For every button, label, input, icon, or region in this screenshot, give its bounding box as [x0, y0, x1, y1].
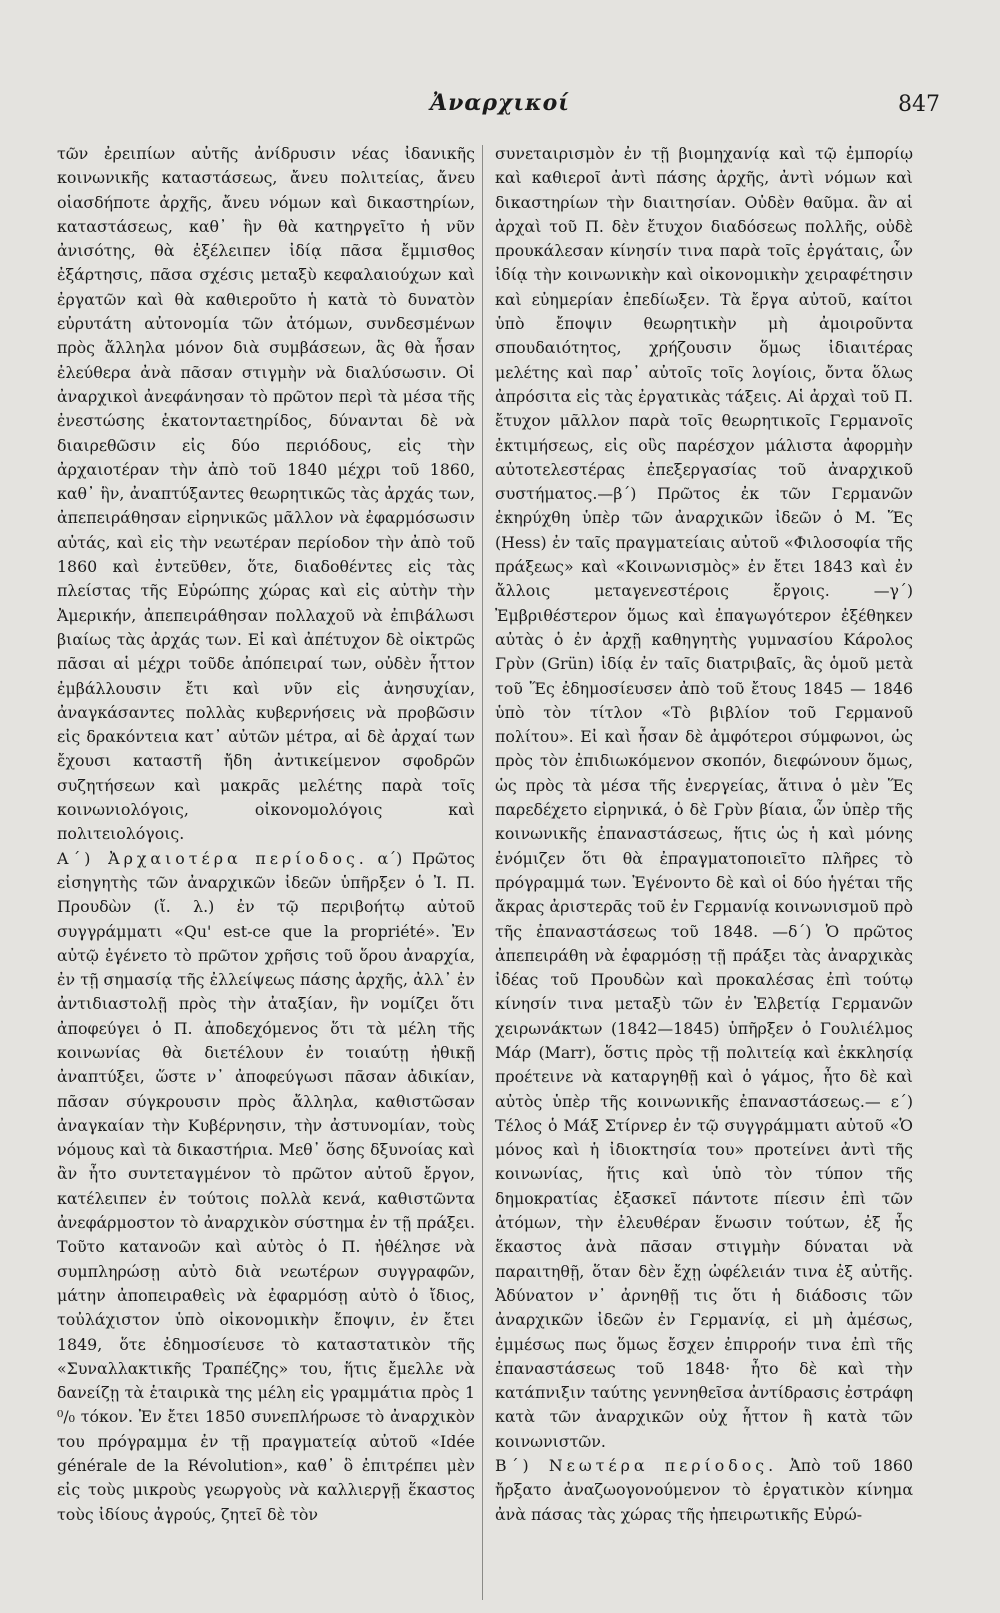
running-title: Ἀναρχικοί	[430, 90, 570, 116]
section-heading-newer-period: Β΄) Νεωτέρα περίοδος.	[495, 1456, 778, 1476]
left-paragraph-2	[57, 847, 475, 1527]
right-paragraph-1: συνεταιρισμὸν ἐν τῇ βιομηχανίᾳ καὶ τῷ ἐμπορίῳ καὶ καθιεροῖ ἀντὶ πάσης ἀρχῆς, ἀντὶ νόμων καὶ δικαστηρίων τὴν διαιτησίαν. Οὐδὲν θαῦμα. ἂν αἱ ἀρχαὶ τοῦ Π. δὲν ἔτυχον διαδόσεως πολλῆς, οὐδὲ προυκάλεσαν κίνησίν τινα παρὰ τοῖς ἐργάταις, ὧν ἰδίᾳ τὴν κοινωνικὴν καὶ οἰκονομικὴν χειραφέτησιν καὶ εὐημερίαν ἐπεδίωξεν. Τὰ ἔργα αὐτοῦ, καίτοι ὑπὸ ἔποψιν θεωρητικὴν μὴ ἀμοιροῦντα σπουδαιότητος, χρήζουσιν ὅμως ἰδιαιτέρας μελέτης καὶ παρ᾽ αὐτοῖς τοῖς λογίοις, ὄντα ὅλως ἀπρόσιτα εἰς τὰς ἐργατικὰς τάξεις. Αἱ ἀρχαὶ τοῦ Π. ἔτυχον μᾶλλον παρὰ τοῖς θεωρητικοῖς Γερμανοῖς ἐκτιμήσεως, εἰς οὓς παρέσχον μάλιστα ἀφορμὴν αὐτοτελεστέρας ἐπεξεργασίας τοῦ ἀναρχικοῦ συστήματος.—β΄) Πρῶτος ἐκ τῶν Γερμανῶν ἐκηρύχθη ὑπὲρ τῶν ἀναρχικῶν ἰδεῶν ὁ Μ. Ἕς (Hess) ἐν ταῖς πραγματείαις αὐτοῦ «Φιλοσοφία τῆς πράξεως» καὶ «Κοινωνισμὸς» ἐν ἔτει 1843 καὶ ἐν ἄλλοις μεταγενεστέροις ἔργοις. —γ΄) Ἐμβριθέστερον ὅμως καὶ ἐπαγωγότερον ἐξέθηκεν αὐτὰς ὁ ἐν ἀρχῇ καθηγητὴς γυμνασίου Κάρολος Γρὺν (Grün) ἰδίᾳ ἐν ταῖς διατριβαῖς, ἃς ὁμοῦ μετὰ τοῦ Ἕς ἐδημοσίευσεν ἀπὸ τοῦ ἔτους 1845 — 1846 ὑπὸ τὸν τίτλον «Τὸ βιβλίον τοῦ Γερμανοῦ πολίτου». Εἰ καὶ ἦσαν δὲ ἀμφότεροι σύμφωνοι, ὡς πρὸς τὸν ἐπιδιωκόμενον σκοπόν, διεφώνουν ὅμως, ὡς πρὸς τὰ μέσα τῆς ἐνεργείας, ἅτινα ὁ μὲν Ἕς παρεδέχετο εἰρηνικά, ὁ δὲ Γρὺν βίαια, ὧν ὑπὲρ τῆς κοινωνικῆς ἐπαναστάσεως, ἥτις ὡς ἡ καὶ μόνης ἐνόμιζεν ὅτι θὰ ἐπραγματοποιεῖτο πλῆρες τὸ πρόγραμμά των. Ἐγένοντο δὲ καὶ οἱ δύο ἡγέται τῆς ἄκρας ἀριστερᾶς τοῦ ἐν Γερμανίᾳ κοινωνισμοῦ πρὸ τῆς ἐπαναστάσεως τοῦ 1848. —δ΄) Ὁ πρῶτος ἀπεπειράθη νὰ ἐφαρμόσῃ τῇ πράξει τὰς ἀναρχικὰς ἰδέας τοῦ Προυδὼν καὶ προκαλέσας ἐπὶ τούτῳ κίνησίν τινα μεταξὺ τῶν ἐν Ἑλβετίᾳ Γερμανῶν χειρωνάκτων (1842—1845) ὑπῆρξεν ὁ Γουλιέλμος Μάρ (Marr), ὅστις πρὸς τῇ πολιτείᾳ καὶ ἐκκλησίᾳ προέτεινε νὰ καταργηθῇ καὶ ὁ γάμος, ἦτο δὲ καὶ αὐτὸς ὑπὲρ τῆς κοινωνικῆς ἐπαναστάσεως.— ε΄) Τέλος ὁ Μάξ Στίρνερ ἐν τῷ συγγράμματι αὐτοῦ «Ὁ μόνος καὶ ἡ ἰδιοκτησία του» προτείνει ἀντὶ τῆς κοινωνίας, ἥτις καὶ ὑπὸ τὸν τύπον τῆς δημοκρατίας ἐξασκεῖ πάντοτε πίεσιν ἐπὶ τῶν ἀτόμων, τὴν ἐλευθέραν ἕνωσιν τούτων, ἐξ ἧς ἕκαστος ἀνὰ πᾶσαν στιγμὴν δύναται νὰ παραιτηθῇ, ὅταν δὲν ἔχῃ ὠφέλειάν τινα ἐξ αὐτῆς. Ἀδύνατον ν᾽ ἀρνηθῇ τις ὅτι ἡ διάδοσις τῶν ἀναρχικῶν ἰδεῶν ἐν Γερμανίᾳ, εἰ μὴ ἀμέσως, ἐμμέσως πως ὅμως ἔσχεν ἐπιρροήν τινα ἐπὶ τῆς ἐπαναστάσεως τοῦ 1848· ἦτο δὲ καὶ τὴν κατάπνιξιν ταύτης γεννηθεῖσα ἀντίδρασις ἐστράφη κατὰ τῶν ἀναρχικῶν οὐχ ἧττον ἢ κατὰ τῶν κοινωνιστῶν.	[495, 144, 913, 1451]
right-paragraph-2-text: Ἀπὸ τοῦ 1860 ἤρξατο ἀναζωογονούμενον τὸ ἐργατικὸν κίνημα ἀνὰ πάσας τὰς χώρας τῆς ἠπειρωτικῆς Εὐρώ-	[495, 1456, 913, 1524]
left-column	[57, 142, 475, 1527]
column-divider	[482, 145, 483, 1600]
left-paragraph-2-text: α΄) Πρῶτος εἰσηγητὴς τῶν ἀναρχικῶν ἰδεῶν ὑπῆρξεν ὁ Ἰ. Π. Προυδὼν (ἴ. λ.) ἐν τῷ περιβοήτῳ αὐτοῦ συγγράμματι «Qu' est-ce que la propriété». Ἐν αὐτῷ ἐγένετο τὸ πρῶτον χρῆσις τοῦ ὅρου ἀναρχία, ἐν τῇ σημασίᾳ τῆς ἐλλείψεως πάσης ἀρχῆς, ἀλλ᾽ ἐν ἀντιδιαστολῇ πρὸς τὴν ἀταξίαν, ἣν νομίζει ὅτι ἀποφεύγει ὁ Π. ἀποδεχόμενος ὅτι τὰ μέλη τῆς κοινωνίας θὰ διετέλουν ἐν τοιαύτῃ ἠθικῇ ἀναπτύξει, ὥστε ν᾽ ἀποφεύγωσι πᾶσαν ἀδικίαν, πᾶσαν σύγκρουσιν πρὸς ἄλληλα, καθιστῶσαν ἀναγκαίαν τὴν Κυβέρνησιν, τὴν ἀστυνομίαν, τοὺς νόμους καὶ τὰ δικαστήρια. Μεθ᾽ ὅσης δξυνοίας καὶ ἂν ἦτο συντεταγμένον τὸ πρῶτον αὐτοῦ ἔργον, κατέλειπεν ἐν τούτοις πολλὰ κενά, καθιστῶντα ἀνεφάρμοστον τὸ ἀναρχικὸν σύστημα ἐν τῇ πράξει. Τοῦτο κατανοῶν καὶ αὐτὸς ὁ Π. ἠθέλησε νὰ συμπληρώσῃ αὐτὸ διὰ νεωτέρων συγγραφῶν, μάτην ἀποπειραθεὶς νὰ ἐφαρμόσῃ αὐτὸ ὁ ἴδιος, τοὐλάχιστον ὑπὸ οἰκονομικὴν ἔποψιν, ἐν ἔτει 1849, ὅτε ἐδημοσίευσε τὸ καταστατικὸν τῆς «Συναλλακτικῆς Τραπέζης» του, ἥτις ἔμελλε νὰ δανείζῃ τὰ ἑταιρικὰ της μέλη εἰς γραμμάτια πρὸς 1 ⁰/₀ τόκον. Ἐν ἔτει 1850 συνεπλήρωσε τὸ ἀναρχικὸν του πρόγραμμα ἐν τῇ πραγματείᾳ αὐτοῦ «Idée générale de la Révolution», καθ᾽ ὃ ἐπιτρέπει μὲν εἰς τοὺς μικροὺς γεωργοὺς νὰ καλλιεργῇ ἕκαστος τοὺς ἰδίους ἀγρούς, ζητεῖ δὲ τὸν	[57, 848, 475, 1524]
right-paragraph-2	[495, 1454, 913, 1527]
page-number: 847	[898, 92, 940, 117]
left-paragraph-1: τῶν ἐρειπίων αὐτῆς ἀνίδρυσιν νέας ἰδανικῆς κοινωνικῆς καταστάσεως, ἄνευ πολιτείας, ἄνευ οἱασδήποτε ἀρχῆς, ἄνευ νόμων καὶ δικαστηρίων, καταστάσεως, καθ᾽ ἣν θὰ κατηργεῖτο ἡ νῦν ἀνισότης, θὰ ἐξέλειπεν ἰδίᾳ πᾶσα ἔμμισθος ἐξάρτησις, πᾶσα σχέσις μεταξὺ κεφαλαιούχων καὶ ἐργατῶν καὶ θὰ καθιεροῦτο ἡ κατὰ τὸ δυνατὸν εὐρυτάτη αὐτονομία τῶν ἀτόμων, συνδεσμένων πρὸς ἄλληλα μόνον διὰ συμβάσεων, ἃς θὰ ἦσαν ἐλεύθερα ἀνὰ πᾶσαν στιγμὴν νὰ διαλύσωσιν. Οἱ ἀναρχικοὶ ἀνεφάνησαν τὸ πρῶτον περὶ τὰ μέσα τῆς ἐνεστώσης ἑκατονταετηρίδος, δύνανται δὲ νὰ διαιρεθῶσιν εἰς δύο περιόδους, εἰς τὴν ἀρχαιοτέραν τὴν ἀπὸ τοῦ 1840 μέχρι τοῦ 1860, καθ᾽ ἣν, ἀναπτύξαντες θεωρητικῶς τὰς ἀρχάς των, ἀπεπειράθησαν εἰρηνικῶς μᾶλλον νὰ ἐφαρμόσωσιν αὐτάς, καὶ εἰς τὴν νεωτέραν περίοδον τὴν ἀπὸ τοῦ 1860 καὶ ἐντεῦθεν, ὅτε, διαδοθέντες εἰς τὰς πλείστας τῆς Εὐρώπης χώρας καὶ εἰς αὐτὴν τὴν Ἀμερικήν, ἀπεπειράθησαν πολλαχοῦ νὰ ἐπιβάλωσι βιαίως τὰς ἀρχάς των. Εἰ καὶ ἀπέτυχον δὲ οἰκτρῶς πᾶσαι αἱ μέχρι τοῦδε ἀπόπειραί των, οὐδὲν ἧττον ἐμβάλλουσιν ἔτι καὶ νῦν εἰς ἀνησυχίαν, ἀναγκάσαντες πολλὰς κυβερνήσεις νὰ προβῶσιν εἰς δρακόντεια κατ᾽ αὐτῶν μέτρα, αἱ δὲ ἀρχαί των ἔχουσι καταστῆ ἤδη ἀντικείμενον σφοδρῶν συζητήσεων καὶ μακρᾶς μελέτης παρὰ τοῖς κοινωνιολόγοις, οἰκονομολόγοις καὶ πολιτειολόγοις.	[57, 144, 475, 844]
right-column	[495, 142, 913, 1527]
section-heading-older-period: Α΄) Ἀρχαιοτέρα περίοδος.	[57, 848, 368, 868]
